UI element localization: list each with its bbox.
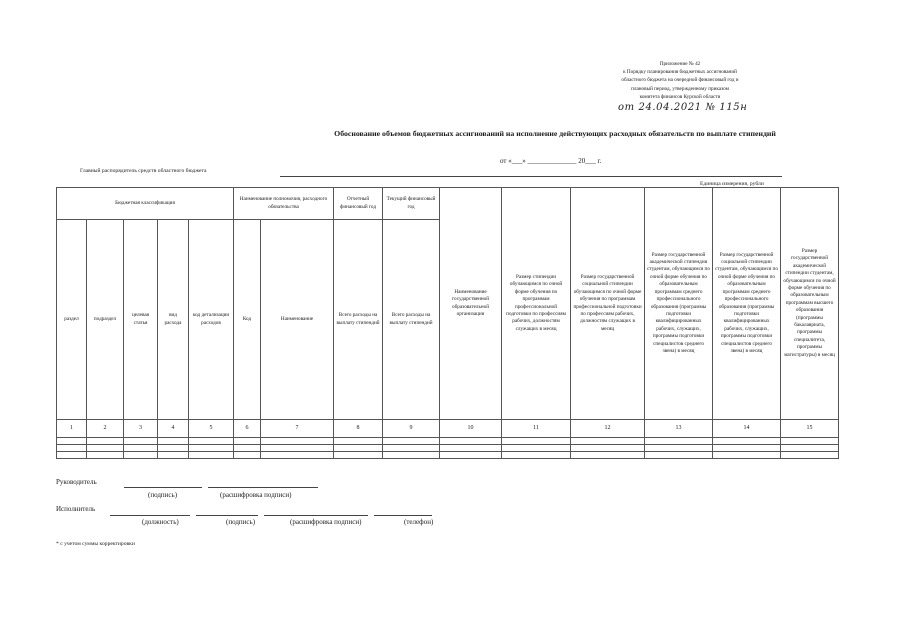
approval-date-handwritten: от 24.04.2021 № 115н	[618, 102, 748, 113]
col-number: 15	[781, 420, 839, 438]
header-reporting-year: Отчетный финансовый год	[334, 188, 383, 220]
table-row	[57, 438, 839, 445]
executor-position-field	[110, 515, 190, 516]
head-signature-field	[124, 487, 202, 488]
budget-manager-field	[280, 176, 782, 177]
col-number: 7	[261, 420, 334, 438]
col-number: 6	[234, 420, 261, 438]
table-row	[57, 452, 839, 459]
col-number: 2	[87, 420, 124, 438]
col-number: 4	[158, 420, 189, 438]
col-7-header: Наименование	[261, 220, 334, 420]
executor-position-caption: (должность)	[142, 518, 179, 526]
col-3-header: целевая статья	[124, 220, 158, 420]
table-row	[57, 445, 839, 452]
head-name-caption: (расшифровка подписи)	[220, 491, 292, 499]
col-number: 11	[502, 420, 571, 438]
document-date-line: от «___» ______________ 20___ г.	[500, 157, 602, 165]
col-12-header: Размер государственной социальной стипендии обучающимся по очной форме обучения по программам профессиональной подготовки по профессиям рабочих, должностям служащих в месяц	[571, 188, 645, 420]
executor-signature-caption: (подпись)	[226, 518, 256, 526]
col-4-header: вид расхода	[158, 220, 189, 420]
col-number: 8	[334, 420, 383, 438]
executor-name-field	[264, 515, 368, 516]
executor-label: Исполнитель	[56, 505, 96, 513]
executor-name-caption: (расшифровка подписи)	[290, 518, 362, 526]
col-5-header: код детализации расходов	[189, 220, 234, 420]
col-14-header: Размер государственной социальной стипендии студентам, обучающимся по очной форме обучения по образовательным программам среднего профессионального образования (программы подготовки квалифицированных рабочих, служащих, программы подготовки специалистов среднего звена) в месяц	[713, 188, 781, 420]
col-9-header: Всего расходы на выплату стипендий	[383, 220, 440, 420]
header-current-year: Текущий финансовый год	[383, 188, 440, 220]
header-budget-classification: Бюджетная классификация	[57, 188, 234, 220]
col-number: 10	[440, 420, 502, 438]
appendix-number: Приложение № 42	[659, 61, 701, 67]
col-number: 3	[124, 420, 158, 438]
header-obligation: Наименование полномочия, расходного обязательства	[234, 188, 334, 220]
col-10-header: Наименование государственной образовательной организации	[440, 188, 502, 420]
appendix-line: плановый период, утвержденному приказом	[631, 85, 729, 92]
col-number: 14	[713, 420, 781, 438]
col-1-header: раздел	[57, 220, 87, 420]
col-number: 5	[189, 420, 234, 438]
executor-signature-field	[196, 515, 258, 516]
col-13-header: Размер государственной академической стипендии студентам, обучающимся по очной форме обучения по образовательным программам среднего профессионального образования (программы подготовки квалифицированных рабочих, служащих, программы подготовки специалистов среднего звена) в месяц	[645, 188, 713, 420]
col-8-header: Всего расходы на выплату стипендий	[334, 220, 383, 420]
document-title: Обоснование объемов бюджетных ассигнований на исполнение действующих расходных обязательств по выплате стипендий	[334, 129, 776, 138]
col-number: 12	[571, 420, 645, 438]
footnote: * с учетом суммы корректировки	[56, 541, 135, 547]
stipend-table	[56, 187, 839, 459]
appendix-line: комитета финансов Курской области	[639, 93, 721, 100]
head-label: Руководитель	[56, 478, 97, 486]
appendix-line: областного бюджета на очередной финансовый год и	[621, 77, 739, 84]
col-number: 9	[383, 420, 440, 438]
col-number: 1	[57, 420, 87, 438]
col-6-header: Код	[234, 220, 261, 420]
col-15-header: Размер государственной академической стипендии студентам, обучающимся по очной форме обучения по образовательным программам высшего образования (программы бакалавриата, программы специалитета, программы магистратуры) в месяц	[781, 188, 839, 420]
head-signature-caption: (подпись)	[148, 491, 178, 499]
executor-phone-field	[374, 515, 432, 516]
measurement-unit: Единица измерения, рубли	[700, 181, 764, 187]
appendix-note	[600, 60, 760, 101]
executor-phone-caption: (телефон)	[404, 518, 434, 526]
col-11-header: Размер стипендии обучающимся по очной форме обучения по программам профессиональной подготовки по профессиям рабочих, должностям служащих в месяц	[502, 188, 571, 420]
col-2-header: подраздел	[87, 220, 124, 420]
budget-manager-label: Главный распорядитель средств областного бюджета	[80, 168, 207, 174]
col-number: 13	[645, 420, 713, 438]
head-name-field	[208, 487, 318, 488]
appendix-line: к Порядку планирования бюджетных ассигнований	[623, 69, 737, 76]
